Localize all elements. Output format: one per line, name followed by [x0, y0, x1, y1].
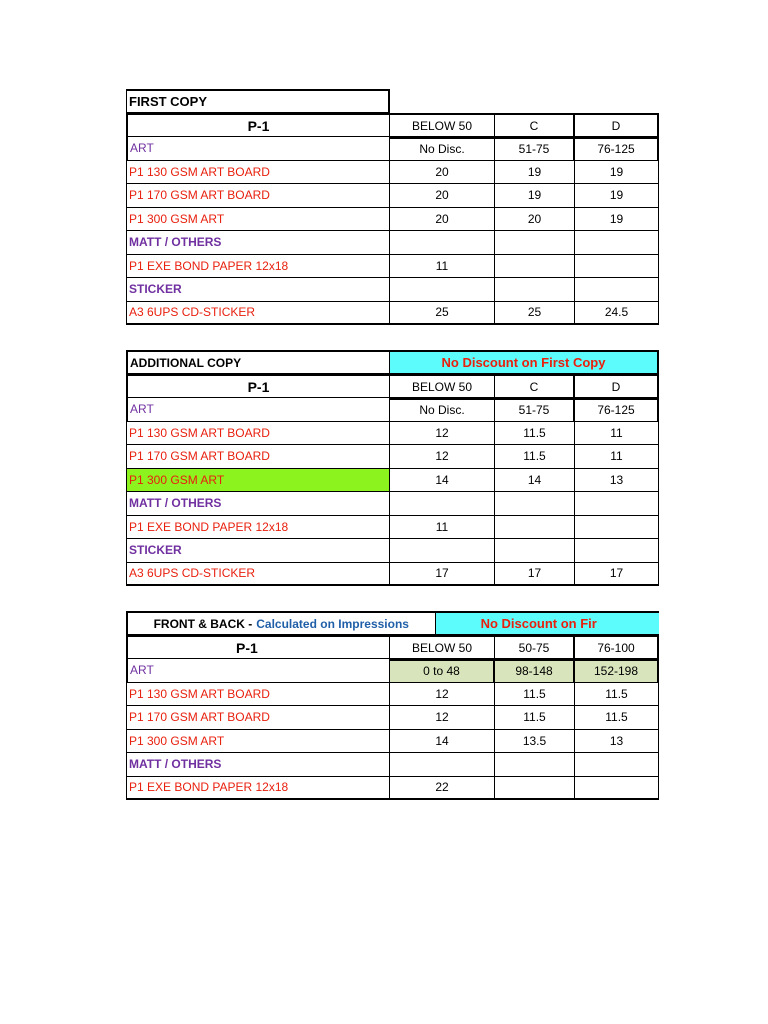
table-row	[126, 753, 659, 777]
first-copy-header-below50: BELOW 50	[390, 113, 495, 137]
first-copy-subheader-2: 51-75	[495, 137, 575, 161]
front-back-table	[126, 611, 659, 800]
additional-copy-value: 12	[390, 445, 495, 469]
empty-cell	[575, 777, 659, 801]
additional-copy-value: 13	[575, 469, 659, 493]
additional-copy-row-label: P1 130 GSM ART BOARD	[126, 422, 390, 446]
table-row	[126, 302, 659, 326]
first-copy-row-label: P1 130 GSM ART BOARD	[126, 161, 390, 185]
empty-cell	[390, 278, 495, 302]
empty-cell	[575, 492, 659, 516]
additional-copy-value: 11	[575, 422, 659, 446]
front-back-bond-label: P1 EXE BOND PAPER 12x18	[126, 777, 390, 801]
front-back-subheader-1: 0 to 48	[390, 659, 495, 683]
additional-copy-matt-label: MATT / OTHERS	[126, 492, 390, 516]
empty-cell	[495, 539, 575, 563]
table-row	[126, 161, 659, 185]
additional-copy-sticker-row-label: A3 6UPS CD-STICKER	[126, 563, 390, 587]
first-copy-value: 19	[495, 161, 575, 185]
table-row	[126, 563, 659, 587]
first-copy-sticker-row-label: A3 6UPS CD-STICKER	[126, 302, 390, 326]
front-back-subheader-3: 152-198	[575, 659, 659, 683]
empty-cell	[390, 492, 495, 516]
first-copy-title-row	[126, 89, 659, 113]
first-copy-header-c: C	[495, 113, 575, 137]
first-copy-value: 19	[495, 184, 575, 208]
empty-cell	[575, 255, 659, 279]
first-copy-header-d: D	[575, 113, 659, 137]
first-copy-value: 20	[390, 161, 495, 185]
additional-copy-row-label: P1 170 GSM ART BOARD	[126, 445, 390, 469]
table-row	[126, 683, 659, 707]
empty-cell	[495, 753, 575, 777]
additional-copy-header-below50: BELOW 50	[390, 374, 495, 398]
empty-cell	[495, 255, 575, 279]
additional-copy-value: 17	[495, 563, 575, 587]
additional-copy-art-row	[126, 398, 659, 422]
table-row	[126, 278, 659, 302]
additional-copy-header-c: C	[495, 374, 575, 398]
empty-cell	[495, 278, 575, 302]
empty-cell	[575, 231, 659, 255]
front-back-value: 11.5	[495, 706, 575, 730]
front-back-value: 11.5	[495, 683, 575, 707]
additional-copy-title-row	[126, 350, 659, 374]
empty-cell	[495, 516, 575, 540]
front-back-title-cell	[126, 611, 436, 635]
front-back-header-below50: BELOW 50	[390, 635, 495, 659]
additional-copy-table	[126, 350, 659, 586]
first-copy-matt-label: MATT / OTHERS	[126, 231, 390, 255]
first-copy-value: 24.5	[575, 302, 659, 326]
additional-copy-value: 17	[575, 563, 659, 587]
front-back-subheader-2: 98-148	[495, 659, 575, 683]
first-copy-value: 20	[390, 184, 495, 208]
front-back-row-label: P1 130 GSM ART BOARD	[126, 683, 390, 707]
front-back-notice: No Discount on Fir	[436, 611, 659, 635]
additional-copy-header-d: D	[575, 374, 659, 398]
table-row	[126, 706, 659, 730]
additional-copy-value: 12	[390, 422, 495, 446]
additional-copy-value: 14	[495, 469, 575, 493]
first-copy-p-label: P-1	[126, 113, 390, 137]
additional-copy-value: 11	[390, 516, 495, 540]
front-back-value: 14	[390, 730, 495, 754]
additional-copy-value: 14	[390, 469, 495, 493]
first-copy-value: 25	[495, 302, 575, 326]
first-copy-value: 19	[575, 184, 659, 208]
first-copy-value: 20	[390, 208, 495, 232]
front-back-subtitle: Calculated on Impressions	[256, 616, 409, 631]
first-copy-art-row	[126, 137, 659, 161]
first-copy-value: 11	[390, 255, 495, 279]
first-copy-row-label: P1 300 GSM ART	[126, 208, 390, 232]
additional-copy-header-row	[126, 374, 659, 398]
front-back-title: FRONT & BACK -	[153, 616, 253, 631]
front-back-header-76-100: 76-100	[575, 635, 659, 659]
additional-copy-value: 11.5	[495, 445, 575, 469]
first-copy-art-label: ART	[126, 137, 390, 161]
table-row	[126, 777, 659, 801]
additional-copy-art-label: ART	[126, 398, 390, 422]
empty-cell	[575, 516, 659, 540]
first-copy-header-row	[126, 113, 659, 137]
front-back-header-50-75: 50-75	[495, 635, 575, 659]
additional-copy-subheader-1: No Disc.	[390, 398, 495, 422]
additional-copy-row-label-highlighted: P1 300 GSM ART	[126, 469, 390, 493]
empty-cell	[495, 777, 575, 801]
additional-copy-value: 17	[390, 563, 495, 587]
first-copy-value: 25	[390, 302, 495, 326]
first-copy-subheader-1: No Disc.	[390, 137, 495, 161]
empty-cell	[390, 753, 495, 777]
table-row	[126, 492, 659, 516]
first-copy-value: 20	[495, 208, 575, 232]
first-copy-table	[126, 89, 659, 325]
empty-cell	[575, 278, 659, 302]
front-back-value: 22	[390, 777, 495, 801]
empty-cell	[575, 539, 659, 563]
front-back-value: 11.5	[575, 706, 659, 730]
table-row	[126, 422, 659, 446]
empty-cell	[390, 231, 495, 255]
front-back-art-label: ART	[126, 659, 390, 683]
first-copy-sticker-label: STICKER	[126, 278, 390, 302]
table-row	[126, 539, 659, 563]
front-back-art-row	[126, 659, 659, 683]
front-back-title-row	[126, 611, 659, 635]
front-back-row-label: P1 170 GSM ART BOARD	[126, 706, 390, 730]
table-row	[126, 208, 659, 232]
additional-copy-title: ADDITIONAL COPY	[126, 350, 390, 374]
additional-copy-bond-label: P1 EXE BOND PAPER 12x18	[126, 516, 390, 540]
front-back-row-label: P1 300 GSM ART	[126, 730, 390, 754]
front-back-value: 12	[390, 706, 495, 730]
front-back-value: 12	[390, 683, 495, 707]
first-copy-subheader-3: 76-125	[575, 137, 659, 161]
front-back-value: 13.5	[495, 730, 575, 754]
first-copy-bond-label: P1 EXE BOND PAPER 12x18	[126, 255, 390, 279]
table-row	[126, 184, 659, 208]
first-copy-row-label: P1 170 GSM ART BOARD	[126, 184, 390, 208]
first-copy-value: 19	[575, 161, 659, 185]
additional-copy-value: 11	[575, 445, 659, 469]
empty-cell	[575, 753, 659, 777]
table-row	[126, 445, 659, 469]
front-back-header-row	[126, 635, 659, 659]
additional-copy-notice: No Discount on First Copy	[390, 350, 659, 374]
table-row	[126, 516, 659, 540]
front-back-matt-label: MATT / OTHERS	[126, 753, 390, 777]
additional-copy-sticker-label: STICKER	[126, 539, 390, 563]
front-back-p-label: P-1	[126, 635, 390, 659]
table-row	[126, 231, 659, 255]
first-copy-value: 19	[575, 208, 659, 232]
table-row	[126, 730, 659, 754]
front-back-value: 11.5	[575, 683, 659, 707]
additional-copy-value: 11.5	[495, 422, 575, 446]
additional-copy-subheader-2: 51-75	[495, 398, 575, 422]
front-back-value: 13	[575, 730, 659, 754]
table-row	[126, 469, 659, 493]
additional-copy-p-label: P-1	[126, 374, 390, 398]
first-copy-title: FIRST COPY	[126, 89, 390, 113]
empty-cell	[495, 492, 575, 516]
empty-cell	[495, 231, 575, 255]
additional-copy-subheader-3: 76-125	[575, 398, 659, 422]
empty-cell	[390, 539, 495, 563]
table-row	[126, 255, 659, 279]
